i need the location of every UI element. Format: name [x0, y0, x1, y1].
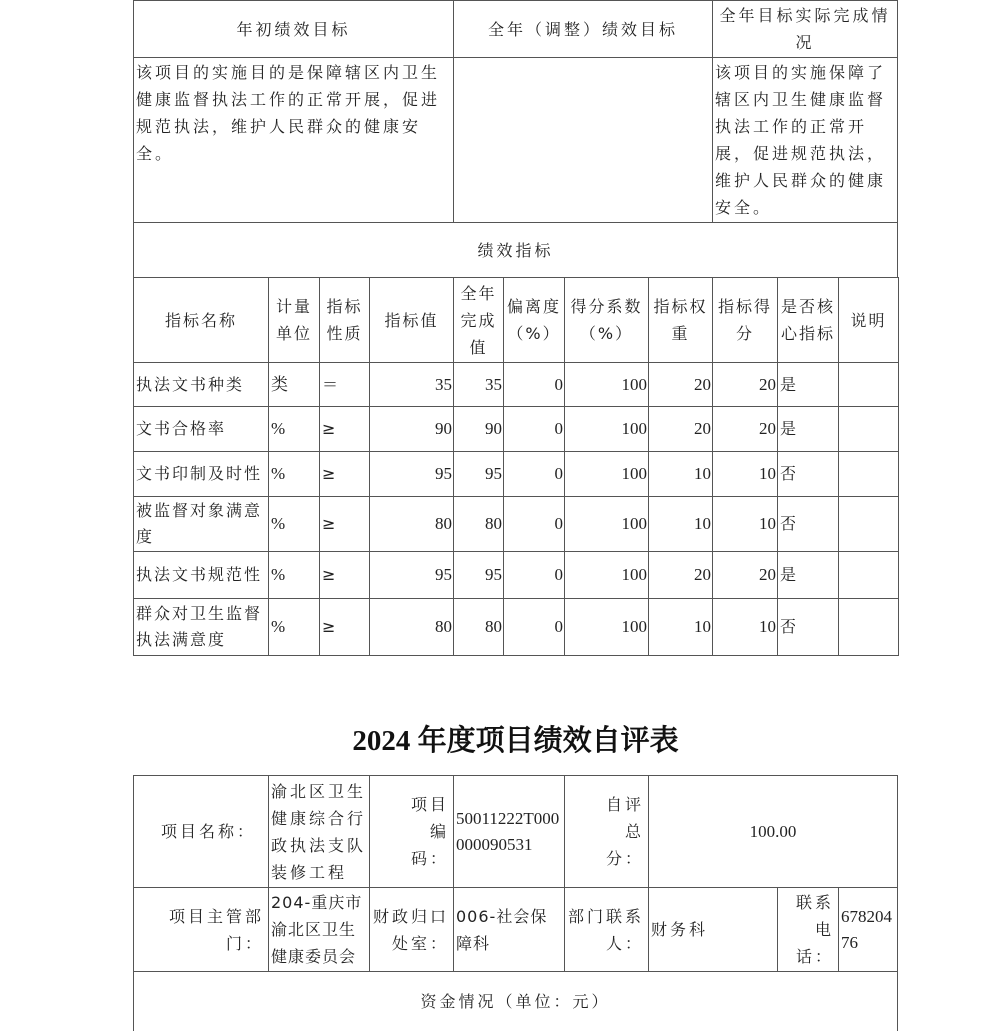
cell-core: 否 — [777, 598, 839, 656]
cell-name: 执法文书种类 — [133, 362, 269, 407]
project-code-label: 项目编码： — [369, 775, 454, 888]
cell-note — [838, 406, 899, 452]
cell-unit: % — [268, 451, 320, 497]
actual-completion-text: 该项目的实施保障了辖区内卫生健康监督执法工作的正常开展，促进规范执法，维护人民群众的健康安全。 — [712, 57, 898, 223]
cell-unit: 类 — [268, 362, 320, 407]
header-col-deviation: 偏离度（%） — [503, 277, 565, 363]
cell-weight: 10 — [648, 451, 713, 497]
header-col-coef: 得分系数（%） — [564, 277, 649, 363]
cell-score: 10 — [712, 496, 778, 552]
cell-unit: % — [268, 598, 320, 656]
cell-target: 95 — [369, 451, 454, 497]
finance-office-value: 006-社会保障科 — [453, 887, 565, 972]
header-col-note: 说明 — [838, 277, 899, 363]
cell-score: 10 — [712, 598, 778, 656]
phone-value: 67820476 — [838, 887, 898, 972]
cell-core: 是 — [777, 406, 839, 452]
cell-core: 是 — [777, 551, 839, 599]
cell-deviation: 0 — [503, 451, 565, 497]
cell-target: 35 — [369, 362, 454, 407]
report-title: 2024 年度项目绩效自评表 — [352, 725, 679, 757]
cell-target: 95 — [369, 551, 454, 599]
cell-deviation: 0 — [503, 551, 565, 599]
cell-note — [838, 551, 899, 599]
header-col-actual: 全年完成值 — [453, 277, 504, 363]
cell-unit: % — [268, 496, 320, 552]
cell-name: 群众对卫生监督执法满意度 — [133, 598, 269, 656]
cell-actual: 95 — [453, 551, 504, 599]
cell-actual: 80 — [453, 496, 504, 552]
header-actual-completion: 全年目标实际完成情况 — [712, 0, 898, 58]
cell-weight: 20 — [648, 362, 713, 407]
cell-deviation: 0 — [503, 362, 565, 407]
dept-label: 项目主管部门： — [133, 887, 269, 972]
cell-unit: % — [268, 551, 320, 599]
cell-actual: 80 — [453, 598, 504, 656]
cell-nature: ≥ — [319, 451, 370, 497]
phone-label: 联系电话： — [777, 887, 839, 972]
cell-nature: ≥ — [319, 551, 370, 599]
cell-deviation: 0 — [503, 598, 565, 656]
cell-score: 20 — [712, 362, 778, 407]
cell-target: 80 — [369, 496, 454, 552]
project-name-value: 渝北区卫生健康综合行政执法支队装修工程 — [268, 775, 370, 888]
cell-name: 文书印制及时性 — [133, 451, 269, 497]
cell-note — [838, 362, 899, 407]
funds-section-title: 资金情况（单位：元） — [133, 971, 898, 1031]
project-name-label: 项目名称： — [133, 775, 269, 888]
project-code-value: 50011222T000000090531 — [453, 775, 565, 888]
cell-actual: 35 — [453, 362, 504, 407]
cell-unit: % — [268, 406, 320, 452]
header-adjusted-goal: 全年（调整）绩效目标 — [453, 0, 713, 58]
cell-coef: 100 — [564, 362, 649, 407]
cell-actual: 95 — [453, 451, 504, 497]
cell-weight: 20 — [648, 406, 713, 452]
cell-nature: ≥ — [319, 496, 370, 552]
header-col-target: 指标值 — [369, 277, 454, 363]
adjusted-goal-text — [453, 57, 713, 223]
cell-score: 10 — [712, 451, 778, 497]
cell-coef: 100 — [564, 598, 649, 656]
cell-target: 90 — [369, 406, 454, 452]
cell-actual: 90 — [453, 406, 504, 452]
cell-core: 否 — [777, 496, 839, 552]
indicators-section-title: 绩效指标 — [133, 222, 898, 278]
finance-office-label: 财政归口处室： — [369, 887, 454, 972]
cell-score: 20 — [712, 406, 778, 452]
header-col-name: 指标名称 — [133, 277, 269, 363]
cell-weight: 10 — [648, 496, 713, 552]
cell-target: 80 — [369, 598, 454, 656]
total-score-value: 100.00 — [648, 775, 898, 888]
cell-note — [838, 496, 899, 552]
cell-coef: 100 — [564, 406, 649, 452]
cell-nature: ＝ — [319, 362, 370, 407]
cell-name: 被监督对象满意度 — [133, 496, 269, 552]
dept-value: 204-重庆市渝北区卫生健康委员会 — [268, 887, 370, 972]
cell-coef: 100 — [564, 496, 649, 552]
total-score-label: 自评总分： — [564, 775, 649, 888]
header-col-weight: 指标权重 — [648, 277, 713, 363]
header-col-core: 是否核心指标 — [777, 277, 839, 363]
cell-coef: 100 — [564, 451, 649, 497]
cell-coef: 100 — [564, 551, 649, 599]
cell-core: 否 — [777, 451, 839, 497]
cell-nature: ≥ — [319, 406, 370, 452]
cell-note — [838, 598, 899, 656]
header-initial-goal: 年初绩效目标 — [133, 0, 454, 58]
cell-nature: ≥ — [319, 598, 370, 656]
cell-weight: 20 — [648, 551, 713, 599]
header-col-nature: 指标性质 — [319, 277, 370, 363]
cell-core: 是 — [777, 362, 839, 407]
contact-label: 部门联系人： — [564, 887, 649, 972]
initial-goal-text: 该项目的实施目的是保障辖区内卫生健康监督执法工作的正常开展，促进规范执法，维护人民群众的健康安全。 — [133, 57, 454, 223]
cell-note — [838, 451, 899, 497]
header-col-unit: 计量单位 — [268, 277, 320, 363]
cell-weight: 10 — [648, 598, 713, 656]
cell-name: 文书合格率 — [133, 406, 269, 452]
cell-score: 20 — [712, 551, 778, 599]
cell-deviation: 0 — [503, 406, 565, 452]
header-col-score: 指标得分 — [712, 277, 778, 363]
contact-value: 财务科 — [648, 887, 778, 972]
cell-name: 执法文书规范性 — [133, 551, 269, 599]
cell-deviation: 0 — [503, 496, 565, 552]
